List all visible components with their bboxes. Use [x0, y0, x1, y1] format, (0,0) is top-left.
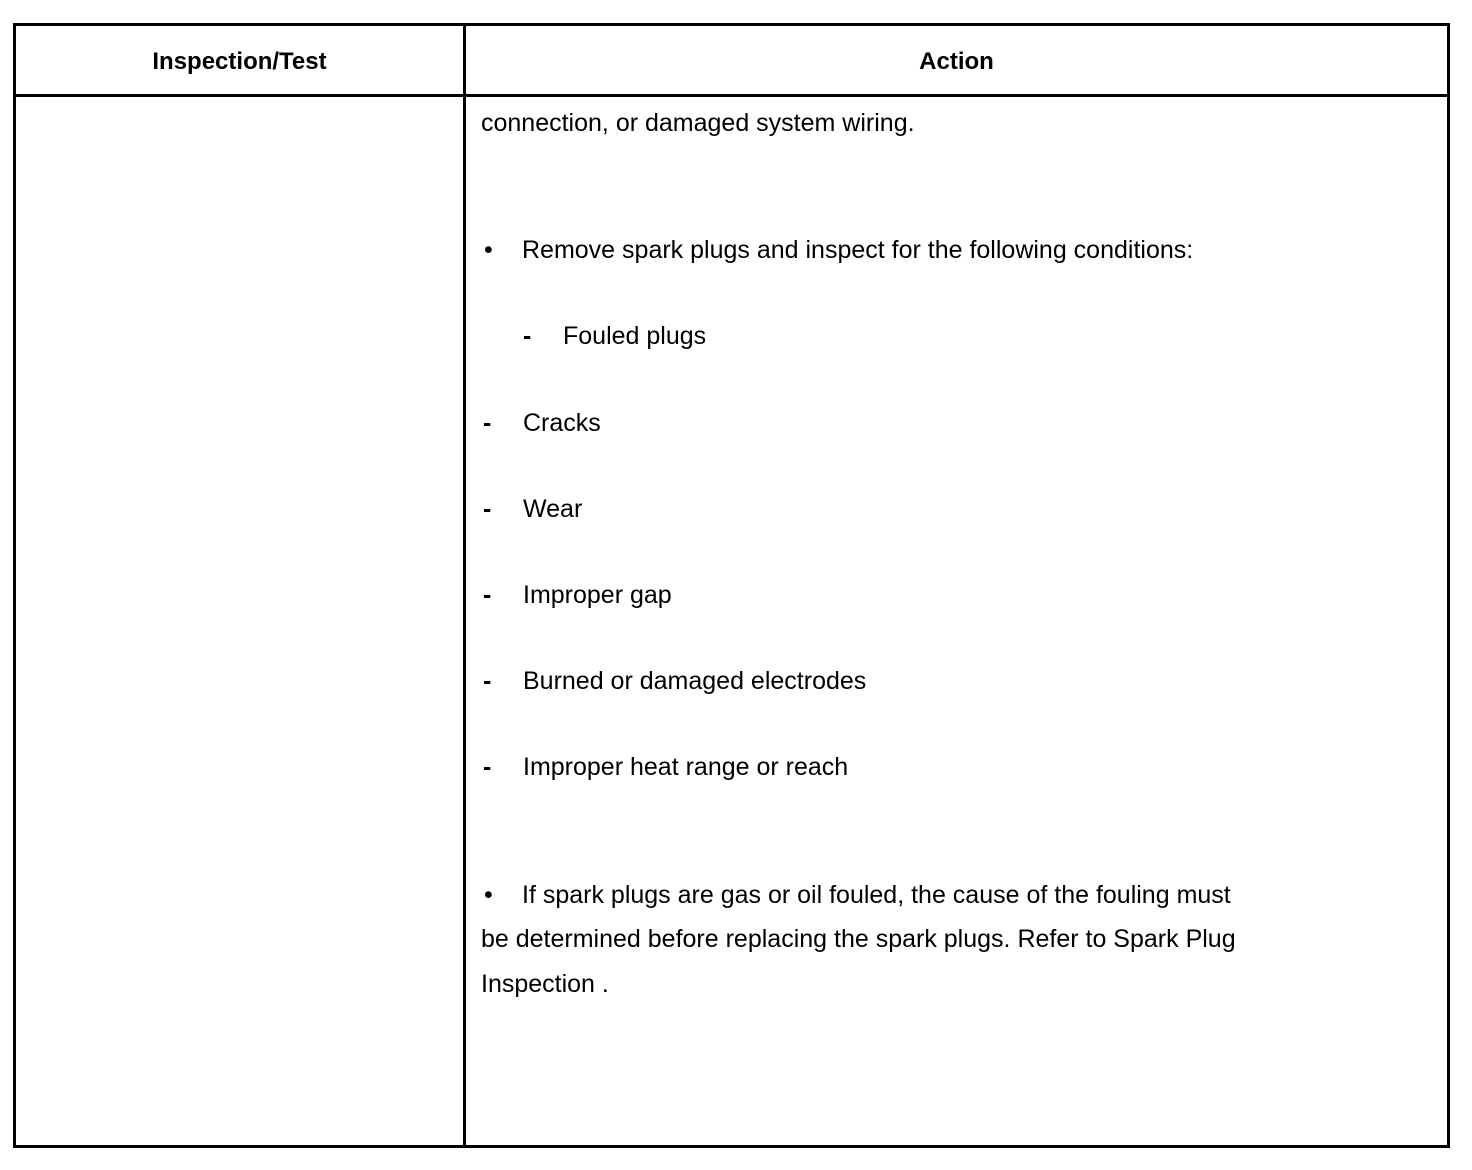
action-continued-line: connection, or damaged system wiring. [481, 109, 915, 137]
dash-marker: - [483, 581, 492, 609]
action-bullet-fouling-line-1: If spark plugs are gas or oil fouled, the cause of the fouling must [522, 881, 1231, 909]
condition-item: Improper gap [523, 581, 672, 609]
header-action: Action [919, 48, 994, 75]
bullet-marker: • [484, 236, 493, 264]
header-divider [16, 94, 1447, 97]
action-bullet-fouling-line-3: Inspection . [481, 970, 609, 998]
dash-marker: - [483, 667, 492, 695]
dash-marker: - [483, 495, 492, 523]
dash-marker: - [483, 409, 492, 437]
action-bullet-remove-plugs: Remove spark plugs and inspect for the following conditions: [522, 236, 1194, 264]
bullet-marker: • [484, 881, 493, 909]
header-inspection-test: Inspection/Test [152, 48, 327, 75]
action-bullet-fouling-line-2: be determined before replacing the spark plugs. Refer to Spark Plug [481, 925, 1236, 953]
column-divider [463, 26, 466, 1145]
condition-item: Fouled plugs [563, 322, 707, 350]
inspection-table [13, 23, 1450, 1148]
condition-item: Cracks [523, 409, 601, 437]
dash-marker: - [523, 322, 532, 350]
condition-item: Burned or damaged electrodes [523, 667, 867, 695]
condition-item: Improper heat range or reach [523, 753, 849, 781]
dash-marker: - [483, 753, 492, 781]
condition-item: Wear [523, 495, 583, 523]
